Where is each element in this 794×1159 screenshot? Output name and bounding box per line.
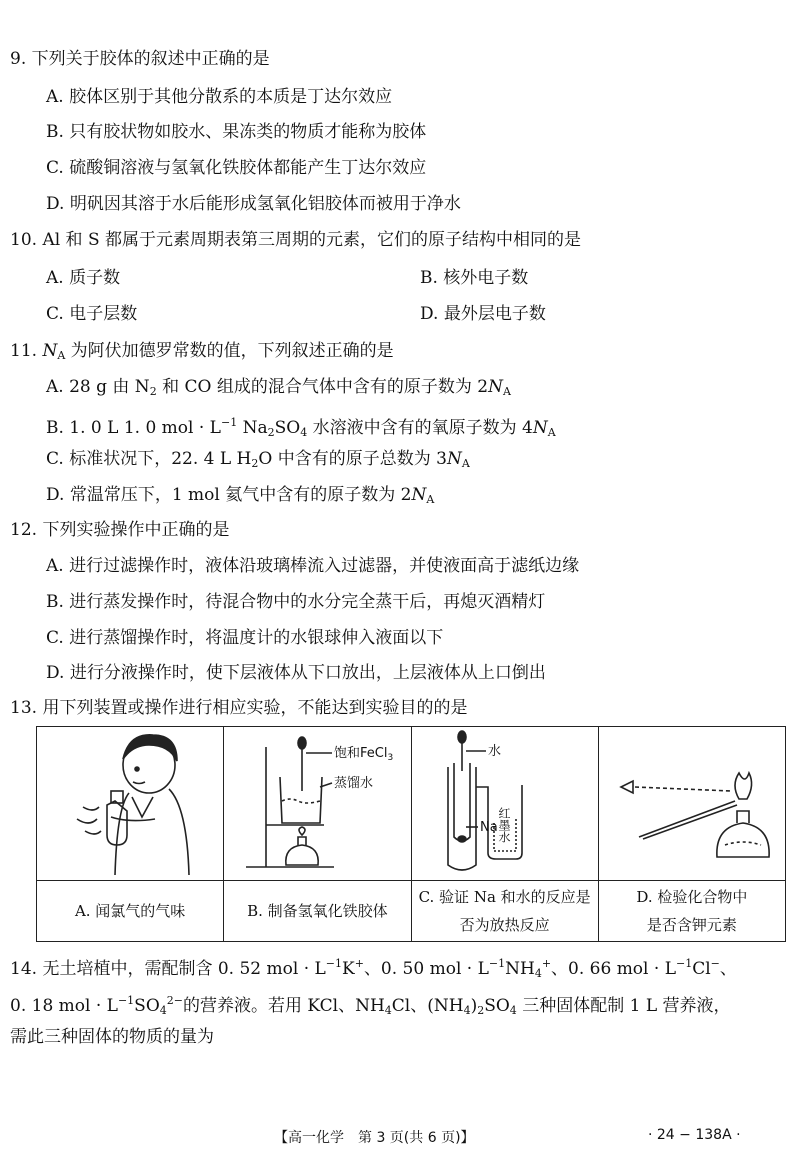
q12-option-d: D. 进行分液操作时，使下层液体从下口放出，上层液体从上口倒出 xyxy=(46,663,546,683)
caption-c: C. 验证 Na 和水的反应是 否为放热反应 xyxy=(411,881,598,942)
q9-option-d: D. 明矾因其溶于水后能形成氢氧化铝胶体而被用于净水 xyxy=(46,194,461,214)
caption-b: B. 制备氢氧化铁胶体 xyxy=(224,881,411,942)
q14-line-1: 14. 无土培植中，需配制含 0. 52 mol · $L^{-1}K^+$、0. 50 mol · $L^{-1}NH_4^+$、0. 66 mol · $L^{-1}Cl^-$、 xyxy=(10,957,737,980)
page-footer-code: · 24 − 138A · xyxy=(648,1127,741,1143)
q10-option-a: A. 质子数 xyxy=(46,268,121,288)
q14-line-2: 0. 18 mol · $L^{-1}SO_4^{2-}$的营养液。若用 KCl、$NH_4Cl$、$(NH_4)_2SO_4$ 三种固体配制 1 L 营养液， xyxy=(10,994,731,1017)
caption-a: A. 闻氯气的气味 xyxy=(37,881,224,942)
q12-stem: 12. 下列实验操作中正确的是 xyxy=(10,520,230,540)
q12-option-a: A. 进行过滤操作时，液体沿玻璃棒流入过滤器，并使液面高于滤纸边缘 xyxy=(46,556,580,576)
q11-stem: 11. $N_A$ 为阿伏加德罗常数的值，下列叙述正确的是 xyxy=(10,341,394,362)
q10-option-d: D. 最外层电子数 xyxy=(420,304,546,324)
q12-option-c: C. 进行蒸馏操作时，将温度计的水银球伸入液面以下 xyxy=(46,628,444,648)
q11-option-b: B. 1. 0 L 1. 0 mol · $L^{-1}$ $Na_2SO_4$ 水溶液中含有的氧原子数为 $4N_A$ xyxy=(46,416,556,439)
label-fecl3: 饱和FeCl$_3$ xyxy=(334,746,394,763)
caption-d: D. 检验化合物中 是否含钾元素 xyxy=(598,881,785,942)
figure-c xyxy=(411,727,598,881)
q10-option-b: B. 核外电子数 xyxy=(420,268,529,288)
figure-b xyxy=(224,727,411,881)
q11-option-a: A. 28 g 由 $N_2$ 和 CO 组成的混合气体中含有的原子数为 $2N_A$ xyxy=(46,377,511,398)
flame-test-illustration xyxy=(599,727,785,875)
label-red-ink: 红墨水 xyxy=(496,807,511,843)
q11-option-d: D. 常温常压下，1 mol 氦气中含有的原子数为 $2N_A$ xyxy=(46,485,435,506)
figure-a xyxy=(37,727,224,881)
boy-smelling-bottle-illustration xyxy=(37,727,223,875)
q13-stem: 13. 用下列装置或操作进行相应实验，不能达到实验目的的是 xyxy=(10,698,468,718)
q9-stem: 9. 下列关于胶体的叙述中正确的是 xyxy=(10,49,270,69)
q10-option-c: C. 电子层数 xyxy=(46,304,138,324)
q13-figure-table xyxy=(36,726,786,942)
label-na: Na xyxy=(479,820,498,835)
q9-option-c: C. 硫酸铜溶液与氢氧化铁胶体都能产生丁达尔效应 xyxy=(46,158,427,178)
q12-option-b: B. 进行蒸发操作时，待混合物中的水分完全蒸干后，再熄灭酒精灯 xyxy=(46,592,546,612)
page-footer-title: 【高一化学 第 3 页(共 6 页)】 xyxy=(274,1130,475,1146)
colloid-prep-apparatus-illustration xyxy=(224,727,410,875)
sodium-water-test-illustration xyxy=(412,727,598,875)
label-distilled-water: 蒸馏水 xyxy=(334,776,374,791)
q10-stem: 10. Al 和 S 都属于元素周期表第三周期的元素，它们的原子结构中相同的是 xyxy=(10,230,582,250)
q11-option-c: C. 标准状况下，22. 4 L $H_2O$ 中含有的原子总数为 $3N_A$ xyxy=(46,449,470,470)
q9-option-a: A. 胶体区别于其他分散系的本质是丁达尔效应 xyxy=(46,87,393,107)
label-water: 水 xyxy=(487,744,501,759)
figure-d xyxy=(598,727,785,881)
q9-option-b: B. 只有胶状物如胶水、果冻类的物质才能称为胶体 xyxy=(46,122,427,142)
q14-line-3: 需此三种固体的物质的量为 xyxy=(10,1027,214,1047)
